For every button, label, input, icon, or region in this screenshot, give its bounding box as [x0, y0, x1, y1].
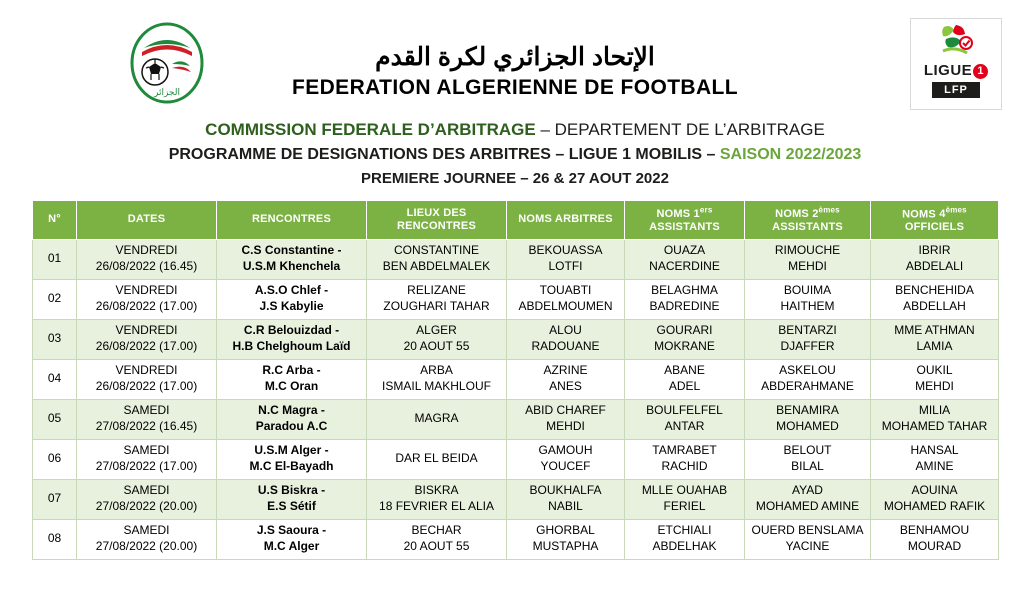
cell-assistant-2-line: BOUIMA — [783, 283, 832, 298]
cell-lieu — [367, 239, 507, 279]
cell-number-line: 01 — [47, 251, 62, 266]
cell-rencontre-line: U.S Biskra - — [257, 483, 326, 498]
cell-date-line: 26/08/2022 (17.00) — [95, 379, 198, 394]
cell-officiel-line: BENHAMOU — [899, 523, 970, 538]
cell-assistant-2-line: ABDERAHMANE — [761, 379, 854, 394]
cell-lieu-line: ZOUGHARI TAHAR — [383, 299, 490, 314]
header-arbitres — [507, 200, 625, 239]
cell-assistant-2 — [745, 239, 871, 279]
cell-date-line: VENDREDI — [115, 243, 178, 258]
header-officiels-sup: èmes — [945, 205, 967, 215]
cell-assistant-1-line: ETCHIALI — [657, 523, 712, 538]
cell-rencontre-line: M.C Alger — [263, 539, 320, 554]
header-assistants2-sup: èmes — [818, 205, 840, 215]
cell-assistant-1 — [625, 279, 745, 319]
cell-lieu-line: 20 AOUT 55 — [403, 339, 470, 354]
cell-number-line: 03 — [47, 331, 62, 346]
cell-number-line: 02 — [47, 291, 62, 306]
cell-officiel-line: MILIA — [918, 403, 951, 418]
cell-arbitre-line: NABIL — [548, 499, 583, 514]
cell-date — [77, 279, 217, 319]
cell-arbitre — [507, 239, 625, 279]
cell-rencontre-line: M.C El-Bayadh — [249, 459, 334, 474]
cell-lieu — [367, 519, 507, 559]
cell-date — [77, 359, 217, 399]
cell-lieu — [367, 319, 507, 359]
header-rencontres: RENCONTRES — [217, 200, 367, 239]
cell-assistant-1 — [625, 439, 745, 479]
cell-officiel — [871, 359, 999, 399]
cell-date — [77, 519, 217, 559]
cell-arbitre-line: RADOUANE — [531, 339, 600, 354]
cell-arbitre-line: LOTFI — [548, 259, 583, 274]
cell-officiel-line: LAMIA — [916, 339, 953, 354]
cell-officiel-line: BENCHEHIDA — [895, 283, 974, 298]
cell-number-line: 05 — [47, 411, 62, 426]
table-row — [33, 239, 999, 279]
svg-text:الجزائر: الجزائر — [154, 88, 180, 98]
header-lieux-line1: LIEUX DES — [406, 206, 467, 219]
cell-officiel-line: MME ATHMAN — [894, 323, 975, 338]
cell-lieu-line: 18 FEVRIER EL ALIA — [379, 499, 494, 514]
cell-number-line: 08 — [47, 531, 62, 546]
cell-date-line: VENDREDI — [115, 283, 178, 298]
cell-date-line: VENDREDI — [115, 363, 178, 378]
cell-arbitre-line: BEKOUASSA — [528, 243, 603, 258]
cell-date — [77, 239, 217, 279]
cell-officiel-line: IBRIR — [918, 243, 951, 258]
cell-rencontre — [217, 439, 367, 479]
cell-lieu-line: RELIZANE — [407, 283, 466, 298]
cell-officiel-line: MOHAMED TAHAR — [881, 419, 988, 434]
cell-number — [33, 439, 77, 479]
cell-lieu-line: ISMAIL MAKHLOUF — [382, 379, 491, 394]
cell-rencontre-line: Paradou A.C — [255, 419, 328, 434]
programme-line — [0, 143, 1030, 166]
cell-assistant-2 — [745, 399, 871, 439]
cell-officiel — [871, 319, 999, 359]
cell-officiel — [871, 279, 999, 319]
table-body — [33, 239, 999, 559]
ligue1-lfp-logo — [910, 18, 1002, 110]
header-officiels — [871, 200, 999, 239]
cell-assistant-2-line: BENAMIRA — [776, 403, 839, 418]
cell-rencontre — [217, 359, 367, 399]
cell-arbitre-line: ALOU — [549, 323, 582, 338]
cell-date-line: SAMEDI — [123, 523, 170, 538]
table-header-row — [33, 200, 999, 239]
cell-arbitre-line: ANES — [549, 379, 582, 394]
cell-assistant-2 — [745, 359, 871, 399]
cell-arbitre-line: GHORBAL — [536, 523, 595, 538]
header-assistants2-line1 — [775, 205, 840, 221]
cell-assistant-2-line: BELOUT — [783, 443, 832, 458]
cell-assistant-2-line: MOHAMED — [776, 419, 839, 434]
cell-officiel-line: ABDELLAH — [903, 299, 966, 314]
cell-assistant-1-line: ADEL — [668, 379, 701, 394]
cell-rencontre — [217, 399, 367, 439]
cell-rencontre-line: J.S Saoura - — [256, 523, 327, 538]
cell-date-line: 26/08/2022 (17.00) — [95, 339, 198, 354]
cell-arbitre-line: AZRINE — [543, 363, 588, 378]
cell-assistant-2 — [745, 439, 871, 479]
cell-officiel-line: ABDELALI — [905, 259, 964, 274]
cell-number — [33, 519, 77, 559]
programme-title: PROGRAMME DE DESIGNATIONS DES ARBITRES – LIGUE 1 MOBILIS – — [168, 145, 720, 163]
cell-number — [33, 319, 77, 359]
cell-date-line: SAMEDI — [123, 483, 170, 498]
header-officiels-number: 4 — [939, 208, 946, 221]
cell-date — [77, 399, 217, 439]
cell-lieu-line: 20 AOUT 55 — [403, 539, 470, 554]
cell-officiel-line: AOUINA — [911, 483, 958, 498]
header-assistants1-line2: ASSISTANTS — [649, 220, 720, 233]
header-number: N° — [33, 200, 77, 239]
cell-number — [33, 279, 77, 319]
cell-assistant-1 — [625, 399, 745, 439]
cell-rencontre-line: N.C Magra - — [258, 403, 325, 418]
cell-assistant-1-line: FERIEL — [663, 499, 706, 514]
header-arbitres-line1: NOMS — [518, 213, 553, 226]
cell-date-line: 27/08/2022 (20.00) — [95, 499, 198, 514]
cell-arbitre-line: TOUABTI — [539, 283, 592, 298]
cell-rencontre-line: C.S Constantine - — [241, 243, 342, 258]
ligue-number-badge: 1 — [973, 64, 988, 79]
cell-officiel — [871, 479, 999, 519]
cell-officiel — [871, 239, 999, 279]
cell-assistant-2 — [745, 479, 871, 519]
cell-arbitre — [507, 399, 625, 439]
cell-date-line: 27/08/2022 (16.45) — [95, 419, 198, 434]
cell-rencontre — [217, 319, 367, 359]
cell-assistant-2-line: HAITHEM — [780, 299, 835, 314]
cell-rencontre — [217, 519, 367, 559]
cell-rencontre-line: C.R Belouizdad - — [243, 323, 340, 338]
cell-assistant-1 — [625, 239, 745, 279]
cell-rencontre-line: A.S.O Chlef - — [254, 283, 329, 298]
cell-number — [33, 359, 77, 399]
cell-assistant-2-line: OUERD BENSLAMA — [751, 523, 864, 538]
cell-arbitre-line: BOUKHALFA — [529, 483, 602, 498]
subtitle-block — [0, 118, 1030, 190]
header-assistants2-text: NOMS 2 — [775, 208, 819, 221]
designations-table — [32, 200, 999, 560]
cell-officiel-line: MOHAMED RAFIK — [883, 499, 986, 514]
cell-assistant-1-line: RACHID — [661, 459, 708, 474]
cell-assistant-1-line: MLLE OUAHAB — [641, 483, 728, 498]
table-row — [33, 359, 999, 399]
header-assistants1-text: NOMS 1 — [656, 208, 700, 221]
header-assistants2-line2: ASSISTANTS — [772, 220, 843, 233]
journee-line: PREMIERE JOURNEE – 26 & 27 AOUT 2022 — [361, 169, 669, 187]
cell-number — [33, 399, 77, 439]
cell-rencontre — [217, 479, 367, 519]
cell-lieu — [367, 399, 507, 439]
table-row — [33, 399, 999, 439]
cell-assistant-1 — [625, 519, 745, 559]
cell-assistant-2-line: RIMOUCHE — [774, 243, 841, 258]
cell-date — [77, 319, 217, 359]
cell-arbitre-line: YOUCEF — [540, 459, 591, 474]
header-assistants-2 — [745, 200, 871, 239]
cell-assistant-1-line: GOURARI — [656, 323, 713, 338]
header-arbitres-line2: ARBITRES — [554, 213, 613, 226]
cell-assistant-1 — [625, 319, 745, 359]
cell-assistant-2-line: DJAFFER — [780, 339, 835, 354]
cell-rencontre — [217, 239, 367, 279]
cell-date — [77, 479, 217, 519]
cell-lieu — [367, 439, 507, 479]
header-assistants1-sup: ers — [699, 205, 713, 215]
department-title: – DEPARTEMENT DE L’ARBITRAGE — [535, 120, 825, 139]
lfp-badge: LFP — [932, 82, 980, 98]
cell-rencontre — [217, 279, 367, 319]
cell-date — [77, 439, 217, 479]
table-row — [33, 439, 999, 479]
cell-lieu — [367, 479, 507, 519]
cell-lieu — [367, 359, 507, 399]
ligue-word-text: LIGUE — [923, 62, 973, 79]
cell-assistant-2-line: BILAL — [791, 459, 824, 474]
table-row — [33, 279, 999, 319]
cell-arbitre-line: ABID CHAREF — [525, 403, 606, 418]
cell-rencontre-line: M.C Oran — [264, 379, 319, 394]
cell-lieu-line: BECHAR — [411, 523, 462, 538]
header-dates: DATES — [77, 200, 217, 239]
cell-arbitre-line: MEHDI — [546, 419, 585, 434]
commission-line — [0, 118, 1030, 143]
header-officiels-text: OFFICIELS — [904, 220, 965, 233]
cell-number-line: 07 — [47, 491, 62, 506]
cell-rencontre-line: U.S.M Alger - — [254, 443, 329, 458]
cell-assistant-2-line: YACINE — [785, 539, 830, 554]
cell-lieu — [367, 279, 507, 319]
cell-rencontre-line: E.S Sétif — [267, 499, 316, 514]
cell-number — [33, 479, 77, 519]
cell-assistant-1 — [625, 479, 745, 519]
cell-assistant-2-line: ASKELOU — [779, 363, 836, 378]
header-assistants-1 — [625, 200, 745, 239]
cell-officiel — [871, 519, 999, 559]
cell-officiel — [871, 439, 999, 479]
ligue-wordmark — [924, 62, 988, 79]
cell-assistant-1-line: ABANE — [664, 363, 705, 378]
designations-table-wrap — [32, 200, 998, 560]
cell-assistant-2 — [745, 519, 871, 559]
cell-rencontre-line: U.S.M Khenchela — [242, 259, 341, 274]
cell-rencontre-line: H.B Chelghoum Laïd — [232, 339, 351, 354]
cell-lieu-line: BISKRA — [414, 483, 459, 498]
cell-assistant-2 — [745, 319, 871, 359]
cell-officiel-line: AMINE — [915, 459, 954, 474]
table-row — [33, 319, 999, 359]
cell-rencontre-line: J.S Kabylie — [259, 299, 324, 314]
cell-arbitre — [507, 319, 625, 359]
cell-lieu-line: ARBA — [420, 363, 453, 378]
cell-officiel-line: HANSAL — [910, 443, 959, 458]
cell-number-line: 04 — [47, 371, 62, 386]
cell-arbitre — [507, 479, 625, 519]
cell-lieu-line: BEN ABDELMALEK — [382, 259, 491, 274]
cell-lieu-line: MAGRA — [414, 411, 459, 426]
cell-assistant-1-line: BOULFELFEL — [646, 403, 723, 418]
cell-arbitre-line: GAMOUH — [538, 443, 593, 458]
cell-assistant-1-line: BADREDINE — [649, 299, 720, 314]
cell-arbitre — [507, 519, 625, 559]
cell-date-line: VENDREDI — [115, 323, 178, 338]
cell-assistant-2-line: BENTARZI — [778, 323, 837, 338]
cell-date-line: 26/08/2022 (16.45) — [95, 259, 198, 274]
cell-number — [33, 239, 77, 279]
cell-assistant-1-line: MOKRANE — [654, 339, 715, 354]
header-officiels-line1: NOMS — [902, 208, 936, 221]
federation-title-arabic: الإتحاد الجزائري لكرة القدم — [375, 43, 655, 72]
cell-date-line: 27/08/2022 (20.00) — [95, 539, 198, 554]
cell-lieu-line: DAR EL BEIDA — [395, 451, 478, 466]
faf-logo — [128, 22, 206, 104]
table-row — [33, 519, 999, 559]
cell-assistant-1-line: ANTAR — [664, 419, 705, 434]
cell-officiel-line: MEHDI — [915, 379, 954, 394]
cell-arbitre-line: ABDELMOUMEN — [518, 299, 613, 314]
header-lieux — [367, 200, 507, 239]
cell-number-line: 06 — [47, 451, 62, 466]
cell-date-line: 27/08/2022 (17.00) — [95, 459, 198, 474]
cell-assistant-1 — [625, 359, 745, 399]
federation-title-french: FEDERATION ALGERIENNE DE FOOTBALL — [291, 75, 739, 99]
cell-date-line: SAMEDI — [123, 403, 170, 418]
cell-lieu-line: CONSTANTINE — [393, 243, 480, 258]
cell-lieu-line: ALGER — [416, 323, 457, 338]
cell-assistant-1-line: NACERDINE — [649, 259, 720, 274]
cell-rencontre-line: R.C Arba - — [262, 363, 321, 378]
cell-assistant-2 — [745, 279, 871, 319]
cell-assistant-1-line: ABDELHAK — [652, 539, 717, 554]
cell-arbitre-line: MUSTAPHA — [532, 539, 599, 554]
cell-assistant-1-line: TAMRABET — [652, 443, 717, 458]
cell-arbitre — [507, 439, 625, 479]
ligue-emblem-icon — [936, 23, 976, 61]
cell-assistant-2-line: MOHAMED AMINE — [755, 499, 860, 514]
header-lieux-line2: RENCONTRES — [396, 219, 476, 232]
cell-assistant-2-line: MEHDI — [788, 259, 827, 274]
document-header — [0, 0, 1030, 110]
cell-assistant-2-line: AYAD — [792, 483, 823, 498]
cell-assistant-1-line: BELAGHMA — [651, 283, 718, 298]
cell-officiel-line: MOURAD — [907, 539, 962, 554]
cell-date-line: SAMEDI — [123, 443, 170, 458]
cell-arbitre — [507, 279, 625, 319]
cell-officiel-line: OUKIL — [916, 363, 953, 378]
cell-assistant-1-line: OUAZA — [663, 243, 706, 258]
season-label: SAISON 2022/2023 — [719, 145, 862, 163]
cell-officiel — [871, 399, 999, 439]
commission-title: COMMISSION FEDERALE D’ARBITRAGE — [205, 120, 536, 139]
cell-date-line: 26/08/2022 (17.00) — [95, 299, 198, 314]
cell-arbitre — [507, 359, 625, 399]
header-assistants1-line1 — [656, 205, 713, 221]
table-row — [33, 479, 999, 519]
